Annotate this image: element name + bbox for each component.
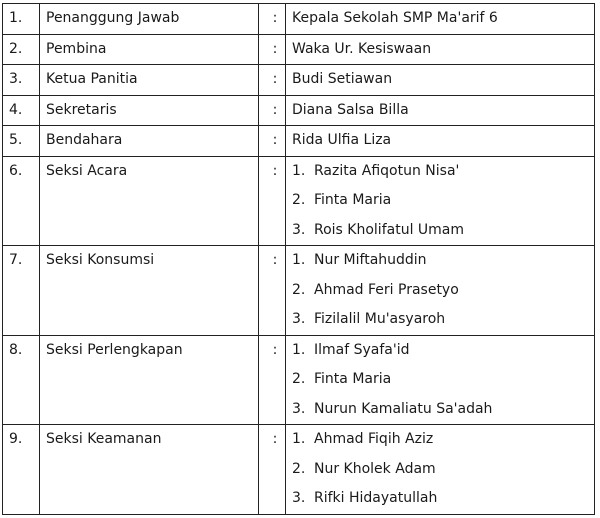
list-item — [292, 186, 594, 216]
role-name: Sekretaris — [40, 95, 259, 126]
member-list-cell — [286, 335, 595, 425]
assignee-name: Diana Salsa Billa — [286, 95, 595, 126]
member-name: Rois Kholifatul Umam — [314, 221, 465, 238]
member-name: Nur Miftahuddin — [314, 252, 427, 268]
committee-table — [2, 3, 595, 515]
member-list — [292, 246, 594, 335]
member-name: Rifki Hidayatullah — [314, 490, 438, 506]
member-list — [292, 336, 594, 425]
list-item — [292, 395, 594, 425]
assignee-name: Kepala Sekolah SMP Ma'arif 6 — [286, 4, 595, 35]
list-item — [292, 484, 594, 514]
separator-colon: : — [259, 335, 286, 425]
separator-colon: : — [259, 4, 286, 35]
role-name: Seksi Perlengkapan — [40, 335, 259, 425]
row-number: 3. — [3, 65, 40, 96]
list-item — [292, 336, 594, 366]
member-index: 3. — [292, 400, 306, 417]
committee-table-body — [3, 4, 595, 515]
list-item — [292, 276, 594, 306]
list-item — [292, 425, 594, 455]
table-row — [3, 246, 595, 336]
member-name: Ilmaf Syafa'id — [314, 341, 410, 358]
member-index: 3. — [292, 490, 306, 506]
table-row — [3, 156, 595, 246]
row-number: 1. — [3, 4, 40, 35]
member-index: 2. — [292, 281, 306, 298]
member-index: 2. — [292, 371, 306, 387]
member-index: 1. — [292, 162, 306, 179]
member-name: Finta Maria — [314, 192, 392, 208]
separator-colon: : — [259, 425, 286, 515]
member-list-cell — [286, 246, 595, 336]
separator-colon: : — [259, 95, 286, 126]
member-index: 1. — [292, 341, 306, 358]
role-name: Pembina — [40, 34, 259, 65]
member-list — [292, 157, 594, 246]
row-number: 6. — [3, 156, 40, 246]
row-number: 5. — [3, 126, 40, 157]
member-index: 2. — [292, 460, 306, 477]
table-row — [3, 335, 595, 425]
member-name: Razita Afiqotun Nisa' — [314, 162, 460, 179]
role-name: Ketua Panitia — [40, 65, 259, 96]
assignee-name: Waka Ur. Kesiswaan — [286, 34, 595, 65]
separator-colon: : — [259, 34, 286, 65]
member-name: Fizilalil Mu'asyaroh — [314, 311, 446, 327]
separator-colon: : — [259, 65, 286, 96]
table-row — [3, 65, 595, 96]
member-name: Finta Maria — [314, 371, 392, 387]
separator-colon: : — [259, 246, 286, 336]
role-name: Bendahara — [40, 126, 259, 157]
member-list-cell — [286, 425, 595, 515]
member-list-cell — [286, 156, 595, 246]
list-item — [292, 305, 594, 335]
member-index: 1. — [292, 431, 306, 447]
list-item — [292, 216, 594, 246]
member-list — [292, 425, 594, 514]
table-row — [3, 4, 595, 35]
member-name: Nurun Kamaliatu Sa'adah — [314, 400, 493, 417]
list-item — [292, 246, 594, 276]
member-name: Ahmad Feri Prasetyo — [314, 281, 459, 298]
row-number: 8. — [3, 335, 40, 425]
list-item — [292, 157, 594, 187]
member-index: 3. — [292, 221, 306, 238]
list-item — [292, 365, 594, 395]
role-name: Seksi Acara — [40, 156, 259, 246]
table-row — [3, 126, 595, 157]
table-row — [3, 95, 595, 126]
assignee-name: Budi Setiawan — [286, 65, 595, 96]
row-number: 2. — [3, 34, 40, 65]
table-row — [3, 425, 595, 515]
separator-colon: : — [259, 156, 286, 246]
member-name: Ahmad Fiqih Aziz — [314, 431, 434, 447]
row-number: 9. — [3, 425, 40, 515]
row-number: 4. — [3, 95, 40, 126]
member-index: 1. — [292, 252, 306, 268]
member-index: 3. — [292, 311, 306, 327]
role-name: Seksi Konsumsi — [40, 246, 259, 336]
role-name: Penanggung Jawab — [40, 4, 259, 35]
table-row — [3, 34, 595, 65]
member-name: Nur Kholek Adam — [314, 460, 436, 477]
separator-colon: : — [259, 126, 286, 157]
list-item — [292, 455, 594, 485]
row-number: 7. — [3, 246, 40, 336]
role-name: Seksi Keamanan — [40, 425, 259, 515]
member-index: 2. — [292, 192, 306, 208]
assignee-name: Rida Ulfia Liza — [286, 126, 595, 157]
